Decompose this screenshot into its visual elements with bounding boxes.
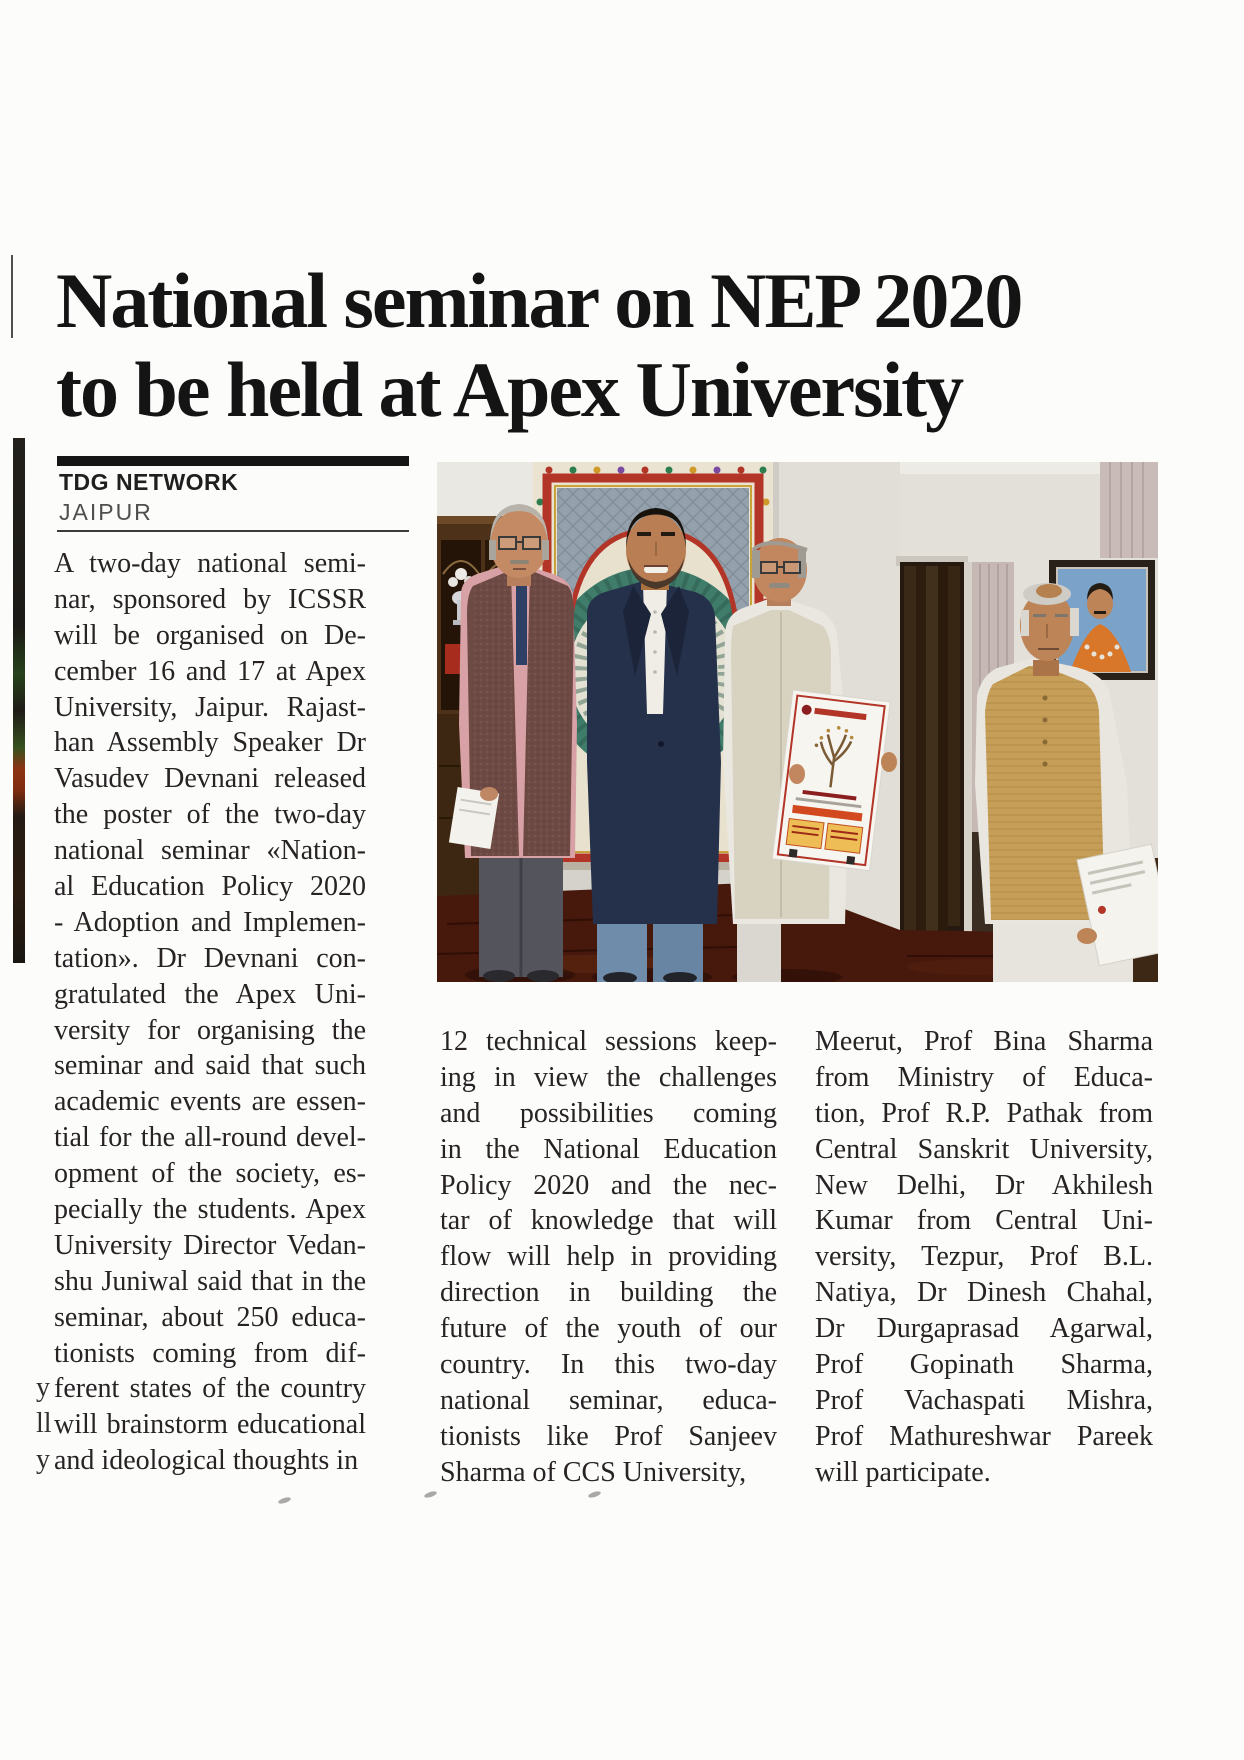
body-line: Prof Gopinath Sharma, xyxy=(815,1349,1153,1381)
body-line: tionists like Prof Sanjeev xyxy=(440,1420,777,1452)
body-line: han Assembly Speaker Dr xyxy=(54,727,366,759)
body-line: flow will help in providing xyxy=(440,1241,777,1273)
body-line: A two-day national semi- xyxy=(54,548,366,579)
byline-network: TDG NETWORK xyxy=(59,469,239,495)
body-line: Prof Mathureshwar Pareek xyxy=(815,1420,1153,1452)
body-line: tion, Prof R.P. Pathak from xyxy=(815,1097,1153,1129)
body-line: the poster of the two-day xyxy=(54,799,366,831)
headline-line-2: to be held at Apex University xyxy=(56,346,963,433)
body-line: versity for organising the xyxy=(54,1014,366,1046)
body-line: New Delhi, Dr Akhilesh xyxy=(815,1169,1153,1201)
body-line: in the National Education xyxy=(440,1133,777,1165)
body-line: 12 technical sessions keep- xyxy=(440,1026,777,1057)
body-line: tation». Dr Devnani con- xyxy=(54,942,366,974)
body-line: cember 16 and 17 at Apex xyxy=(54,655,366,687)
article-photo xyxy=(437,462,1158,982)
scan-edge-line xyxy=(11,255,13,338)
body-line: Natiya, Dr Dinesh Chahal, xyxy=(815,1277,1153,1309)
body-line: Prof Vachaspati Mishra, xyxy=(815,1384,1153,1416)
photo-right-curtain xyxy=(1100,462,1158,558)
byline-rule-top xyxy=(57,456,409,466)
scan-edge-photo-sliver xyxy=(13,438,25,963)
body-line: Policy 2020 and the nec- xyxy=(440,1169,777,1201)
body-line: Dr Durgaprasad Agarwal, xyxy=(815,1313,1153,1345)
body-line: seminar and said that such xyxy=(54,1050,366,1082)
edge-fragment: y xyxy=(36,1372,50,1403)
body-line: will brainstorm educational xyxy=(54,1409,366,1441)
body-line: Kumar from Central Uni- xyxy=(815,1205,1153,1237)
body-line: will be organised on De- xyxy=(54,619,366,651)
body-line: Sharma of CCS University, xyxy=(440,1456,747,1488)
body-line: Central Sanskrit University, xyxy=(815,1133,1153,1165)
body-line: shu Juniwal said that in the xyxy=(54,1265,366,1297)
body-line: and possibilities coming xyxy=(440,1097,777,1129)
body-line: future of the youth of our xyxy=(440,1313,777,1345)
body-line: country. In this two-day xyxy=(440,1349,777,1381)
scan-edge-fragments xyxy=(36,1370,76,1478)
body-line: direction in building the xyxy=(440,1277,777,1309)
body-line: national seminar, educa- xyxy=(440,1384,777,1416)
body-line: tionists coming from dif- xyxy=(54,1337,366,1369)
body-line: seminar, about 250 educa- xyxy=(54,1301,366,1333)
body-line: national seminar «Nation- xyxy=(54,835,366,867)
body-line: al Education Policy 2020 xyxy=(54,871,366,903)
scan-cutoff-mark xyxy=(278,1496,292,1505)
body-line: tar of knowledge that will xyxy=(440,1205,777,1237)
body-column-3 xyxy=(815,1024,1153,1491)
body-line: will participate. xyxy=(815,1456,991,1488)
headline-line-1: National seminar on NEP 2020 xyxy=(56,257,1022,344)
scan-cutoff-mark xyxy=(424,1490,438,1499)
body-line: and ideological thoughts in xyxy=(54,1445,359,1477)
body-line: tial for the all-round devel- xyxy=(54,1122,366,1154)
edge-fragment: y xyxy=(36,1443,50,1475)
body-column-1 xyxy=(54,546,366,1479)
byline-location: JAIPUR xyxy=(59,499,153,525)
body-line: opment of the society, es- xyxy=(54,1158,366,1190)
body-line: Meerut, Prof Bina Sharma xyxy=(815,1026,1153,1057)
article-headline xyxy=(56,256,1206,434)
body-line: ferent states of the country xyxy=(54,1373,366,1405)
body-line: from Ministry of Educa- xyxy=(815,1061,1153,1093)
body-line: gratulated the Apex Uni- xyxy=(54,978,366,1010)
body-line: - Adoption and Implemen- xyxy=(54,906,366,938)
photo-illustration xyxy=(437,462,1158,982)
body-column-2 xyxy=(440,1024,777,1491)
body-line: nar, sponsored by ICSSR xyxy=(54,583,366,615)
byline-rule-bottom xyxy=(57,530,409,532)
body-line: Vasudev Devnani released xyxy=(54,763,366,795)
body-line: ing in view the challenges xyxy=(440,1061,777,1093)
body-line: pecially the students. Apex xyxy=(54,1194,366,1226)
photo-seminar-poster xyxy=(772,690,890,871)
body-line: academic events are essen- xyxy=(54,1086,366,1118)
body-line: versity, Tezpur, Prof B.L. xyxy=(815,1241,1153,1273)
body-line: University, Jaipur. Rajast- xyxy=(54,691,366,723)
scan-cutoff-mark xyxy=(588,1490,602,1499)
edge-fragment: ll xyxy=(36,1407,52,1439)
body-line: University Director Vedan- xyxy=(54,1229,366,1261)
